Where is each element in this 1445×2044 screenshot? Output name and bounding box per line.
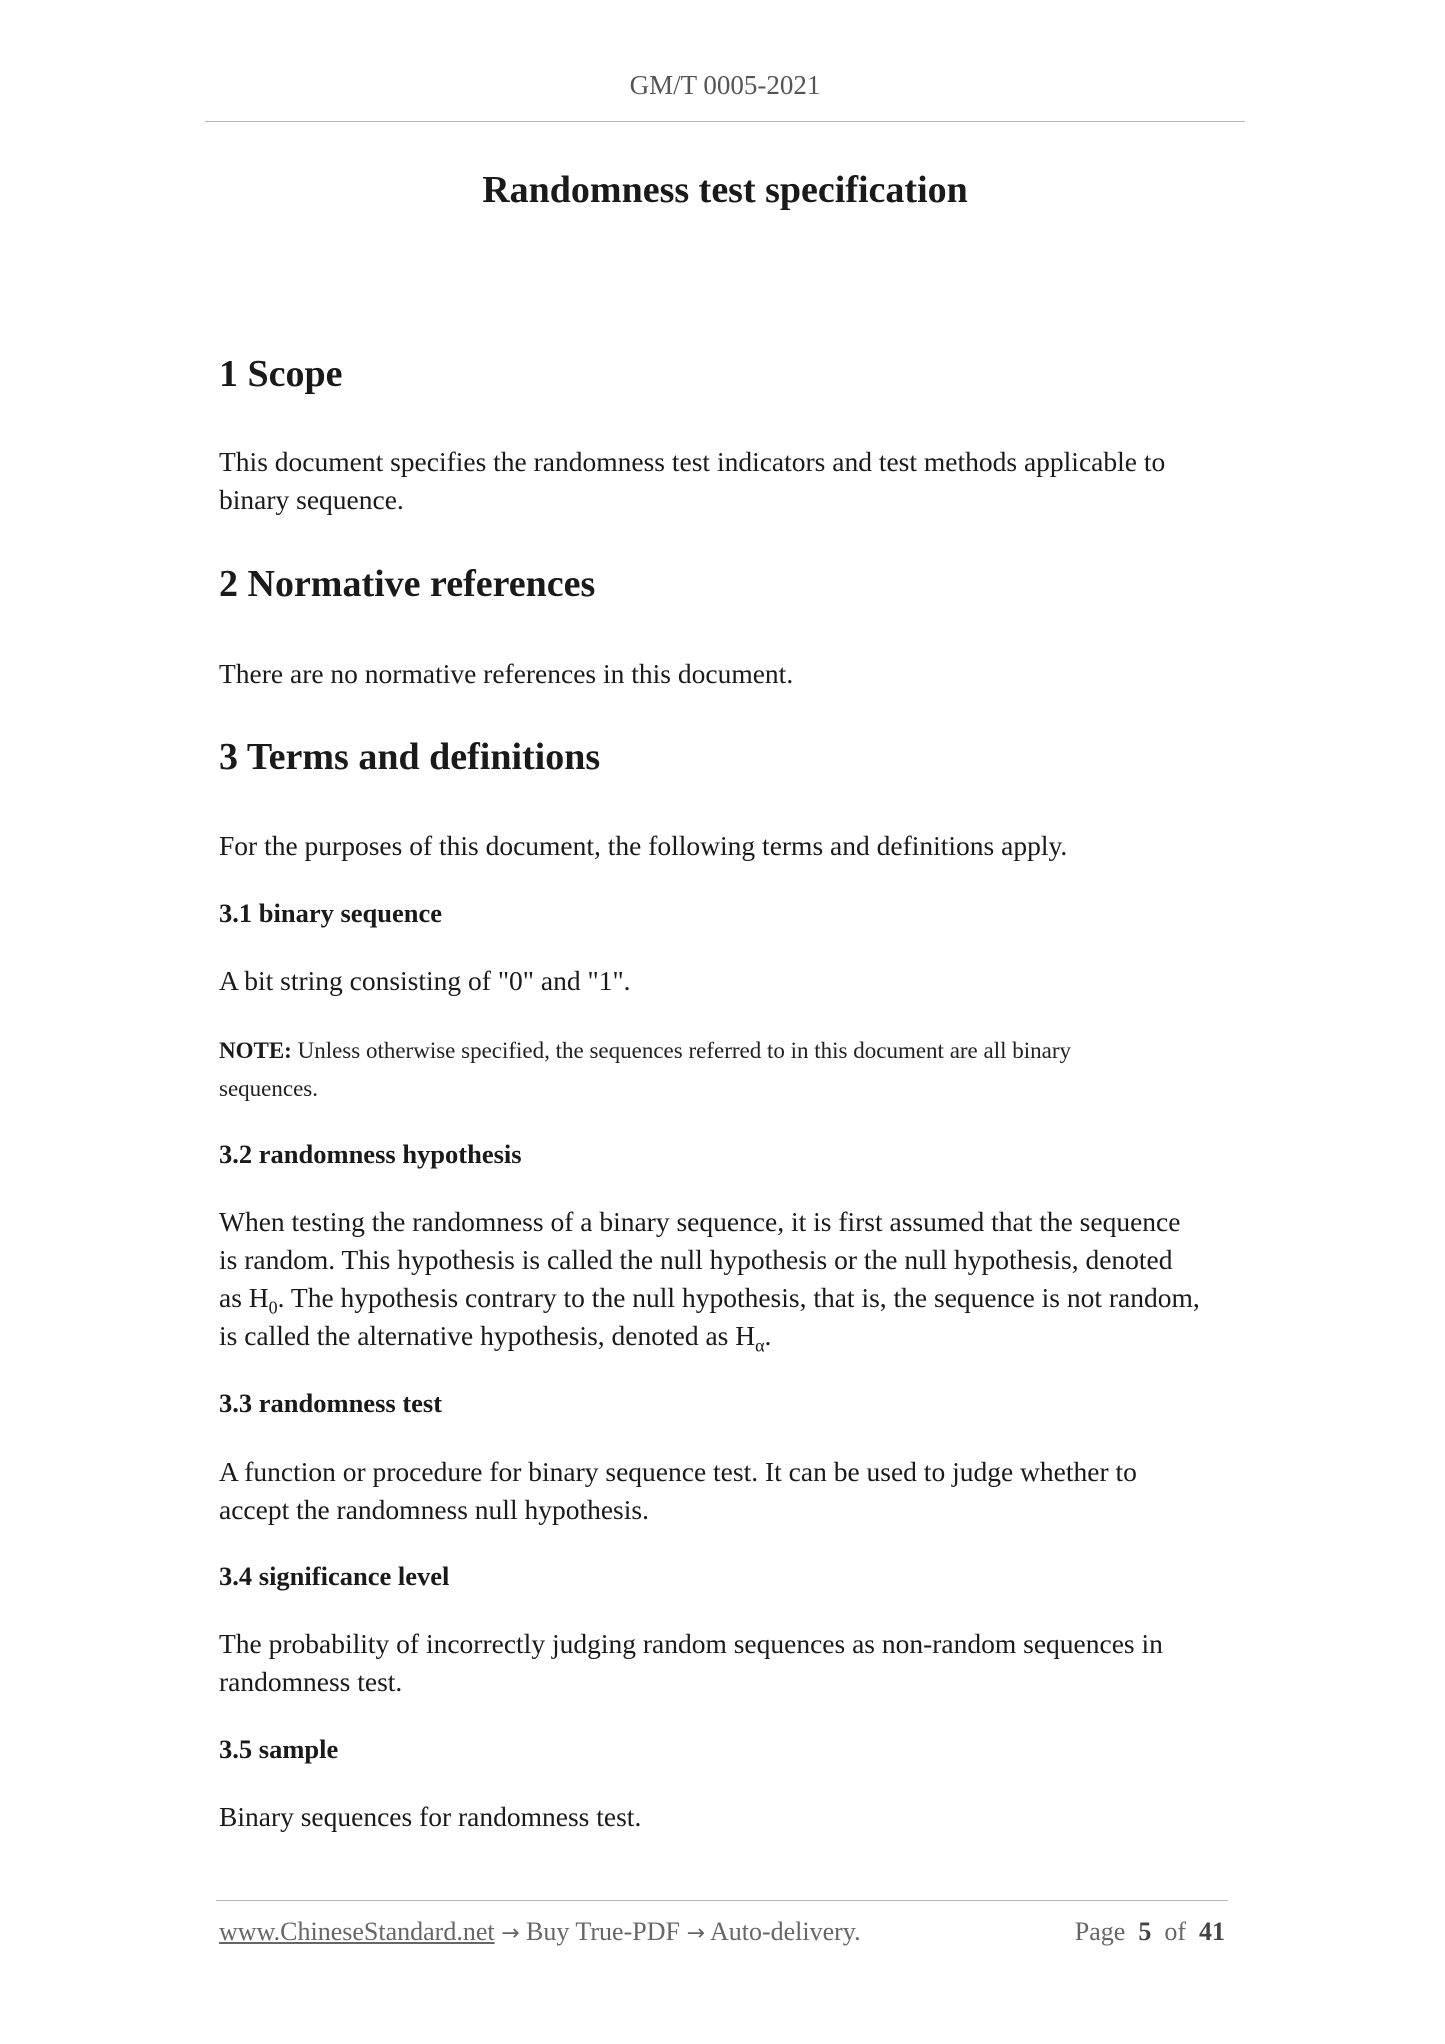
arrow-right-icon: → [501,1921,520,1946]
null-hypothesis-subscript: 0 [268,1297,278,1318]
note-label: NOTE: [219,1038,292,1063]
auto-delivery-text: Auto-delivery. [709,1917,861,1946]
term-definition-3-2-line-1: When testing the randomness of a binary sequence, it is first assumed that the sequence [219,1206,1181,1237]
alternative-hypothesis-subscript: α [755,1335,765,1356]
running-header: GM/T 0005-2021 [629,70,821,100]
note-3-1-line-2: sequences. [219,1076,318,1101]
buy-pdf-text: Buy True-PDF [526,1917,680,1946]
note-3-1-line-1 [219,1032,1232,1070]
header-divider [205,121,1245,122]
current-page-number: 5 [1138,1917,1152,1946]
term-definition-3-4-line-2: randomness test. [219,1666,403,1697]
term-definition-3-5: Binary sequences for randomness test. [219,1801,642,1832]
line-4-start: is called the alternative hypothesis, denoted as H [219,1320,756,1351]
term-heading-3-3: 3.3 randomness test [219,1388,443,1418]
normative-references-text: There are no normative references in this document. [219,658,794,689]
website-link[interactable]: www.ChineseStandard.net [219,1917,495,1946]
term-definition-3-3-line-2: accept the randomness null hypothesis. [219,1494,649,1525]
line-4-end: . [764,1320,772,1351]
term-definition-3-2-line-4 [219,1317,1232,1365]
page-footer [219,1917,1225,1947]
section-heading-terms: 3 Terms and definitions [219,736,601,778]
term-definition-3-4-line-1: The probability of incorrectly judging random sequences as non-random sequences in [219,1628,1163,1659]
document-title: Randomness test specification [482,169,968,211]
term-heading-3-1: 3.1 binary sequence [219,898,443,928]
section-heading-scope: 1 Scope [219,353,343,395]
term-heading-3-2: 3.2 randomness hypothesis [219,1139,522,1169]
terms-intro: For the purposes of this document, the following terms and definitions apply. [219,830,1068,861]
arrow-right-icon: → [686,1921,705,1946]
page-word: Page [1074,1917,1126,1946]
term-definition-3-2-line-2: is random. This hypothesis is called the null hypothesis or the null hypothesis, denoted [219,1244,1173,1275]
total-pages: 41 [1199,1917,1225,1946]
scope-text-line-1: This document specifies the randomness test indicators and test methods applicable to [219,446,1166,477]
term-heading-3-4: 3.4 significance level [219,1561,450,1591]
scope-text-line-2: binary sequence. [219,484,404,515]
note-text-line-1: Unless otherwise specified, the sequences referred to in this document are all binary [297,1038,1072,1063]
term-definition-3-1: A bit string consisting of "0" and "1". [219,965,631,996]
line-3-start: as H [219,1282,269,1313]
section-heading-normative-references: 2 Normative references [219,563,596,605]
page-indicator [1075,1917,1225,1947]
footer-divider [216,1900,1228,1901]
term-definition-3-3-line-1: A function or procedure for binary sequence test. It can be used to judge whether to [219,1456,1137,1487]
line-3-end: . The hypothesis contrary to the null hypothesis, that is, the sequence is not random, [277,1282,1200,1313]
term-heading-3-5: 3.5 sample [219,1734,339,1764]
of-word: of [1164,1917,1186,1946]
